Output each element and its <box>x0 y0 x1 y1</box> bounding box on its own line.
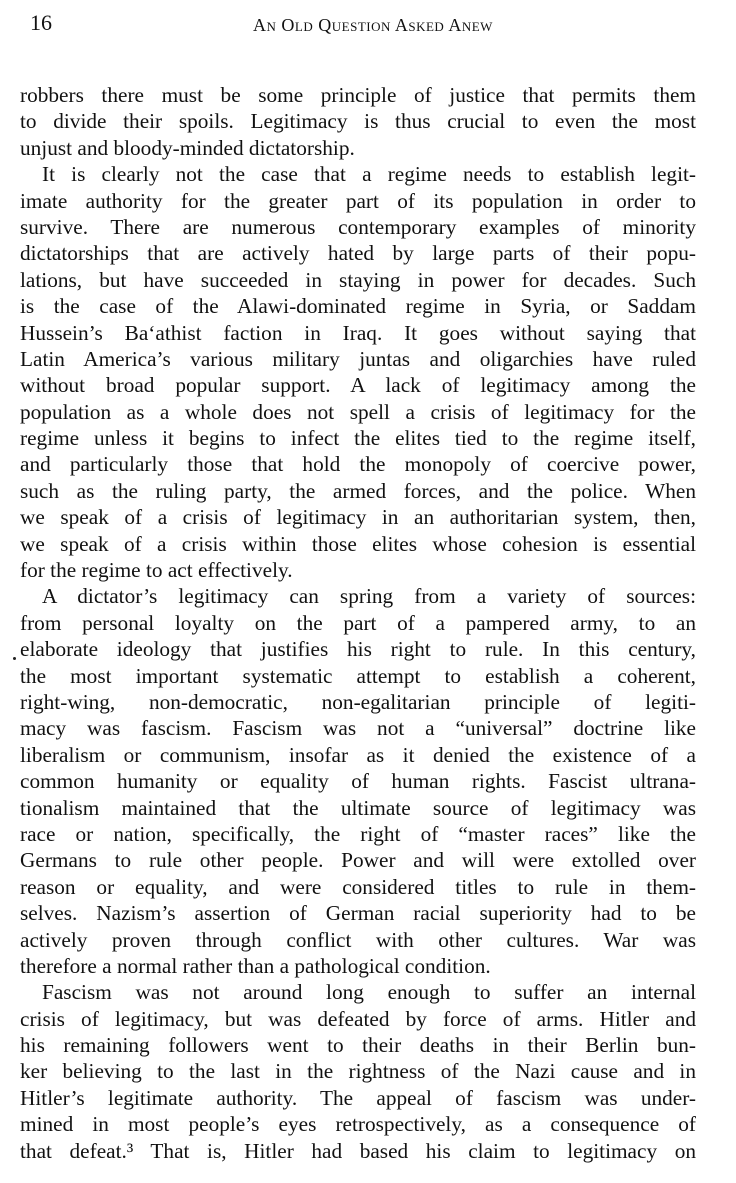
text-line: Germans to rule other people. Power and will were extolled over <box>20 848 696 873</box>
text-line: actively proven through conflict with other cultures. War was <box>20 927 696 952</box>
text-line: for the regime to act effectively. <box>20 558 293 583</box>
text-line: common humanity or equality of human rights. Fascist ultrana- <box>20 769 696 794</box>
text-line: It is clearly not the case that a regime needs to establish legit- <box>42 162 696 187</box>
text-line: crisis of legitimacy, but was defeated by force of arms. Hitler and <box>20 1006 696 1031</box>
page-number: 16 <box>30 10 52 35</box>
text-line: the most important systematic attempt to establish a coherent, <box>20 663 696 688</box>
text-line: therefore a normal rather than a pathological condition. <box>20 953 491 978</box>
running-title: An Old Question Asked Anew <box>253 15 493 35</box>
text-line: we speak of a crisis within those elites whose cohesion is essential <box>20 531 696 556</box>
text-line: imate authority for the greater part of its population in order to <box>20 188 696 213</box>
margin-speck <box>13 657 16 660</box>
text-line: Latin America’s various military juntas and oligarchies have ruled <box>20 346 696 371</box>
text-line: reason or equality, and were considered titles to rule in them- <box>20 874 696 899</box>
text-line: unjust and bloody-minded dictatorship. <box>20 135 355 160</box>
text-line: Hussein’s Ba‘athist faction in Iraq. It goes without saying that <box>20 320 696 345</box>
text-line: Hitler’s legitimate authority. The appeal of fascism was under- <box>20 1085 696 1110</box>
text-line: race or nation, specifically, the right of “master races” like the <box>20 821 696 846</box>
text-line: and particularly those that hold the monopoly of coercive power, <box>20 452 696 477</box>
text-line: that defeat.³ That is, Hitler had based his claim to legitimacy on <box>20 1138 696 1163</box>
text-line: tionalism maintained that the ultimate source of legitimacy was <box>20 795 696 820</box>
text-line: to divide their spoils. Legitimacy is thus crucial to even the most <box>20 109 696 134</box>
text-line: liberalism or communism, insofar as it denied the existence of a <box>20 742 696 767</box>
body-text <box>20 82 696 1164</box>
text-line: right-wing, non-democratic, non-egalitarian principle of legiti- <box>20 689 696 714</box>
text-line: such as the ruling party, the armed forces, and the police. When <box>20 478 696 503</box>
text-line: lations, but have succeeded in staying in power for decades. Such <box>20 267 696 292</box>
text-line: from personal loyalty on the part of a pampered army, to an <box>20 610 696 635</box>
text-line: we speak of a crisis of legitimacy in an authoritarian system, then, <box>20 505 696 530</box>
text-line: without broad popular support. A lack of legitimacy among the <box>20 373 696 398</box>
text-line: elaborate ideology that justifies his right to rule. In this century, <box>20 637 696 662</box>
text-line: selves. Nazism’s assertion of German racial superiority had to be <box>20 901 696 926</box>
text-line: survive. There are numerous contemporary examples of minority <box>20 214 696 239</box>
text-line: robbers there must be some principle of justice that permits them <box>20 83 696 107</box>
text-line: A dictator’s legitimacy can spring from a variety of sources: <box>42 584 696 609</box>
text-line: mined in most people’s eyes retrospectively, as a consequence of <box>20 1112 696 1137</box>
text-line: macy was fascism. Fascism was not a “universal” doctrine like <box>20 716 696 741</box>
text-line: Fascism was not around long enough to suffer an internal <box>42 980 696 1005</box>
text-line: is the case of the Alawi-dominated regime in Syria, or Saddam <box>20 294 696 319</box>
text-line: regime unless it begins to infect the elites tied to the regime itself, <box>20 426 696 451</box>
text-line: population as a whole does not spell a crisis of legitimacy for the <box>20 399 696 424</box>
text-line: his remaining followers went to their deaths in their Berlin bun- <box>20 1033 696 1058</box>
text-line: dictatorships that are actively hated by large parts of their popu- <box>20 241 696 266</box>
text-line: ker believing to the last in the rightness of the Nazi cause and in <box>20 1059 696 1084</box>
